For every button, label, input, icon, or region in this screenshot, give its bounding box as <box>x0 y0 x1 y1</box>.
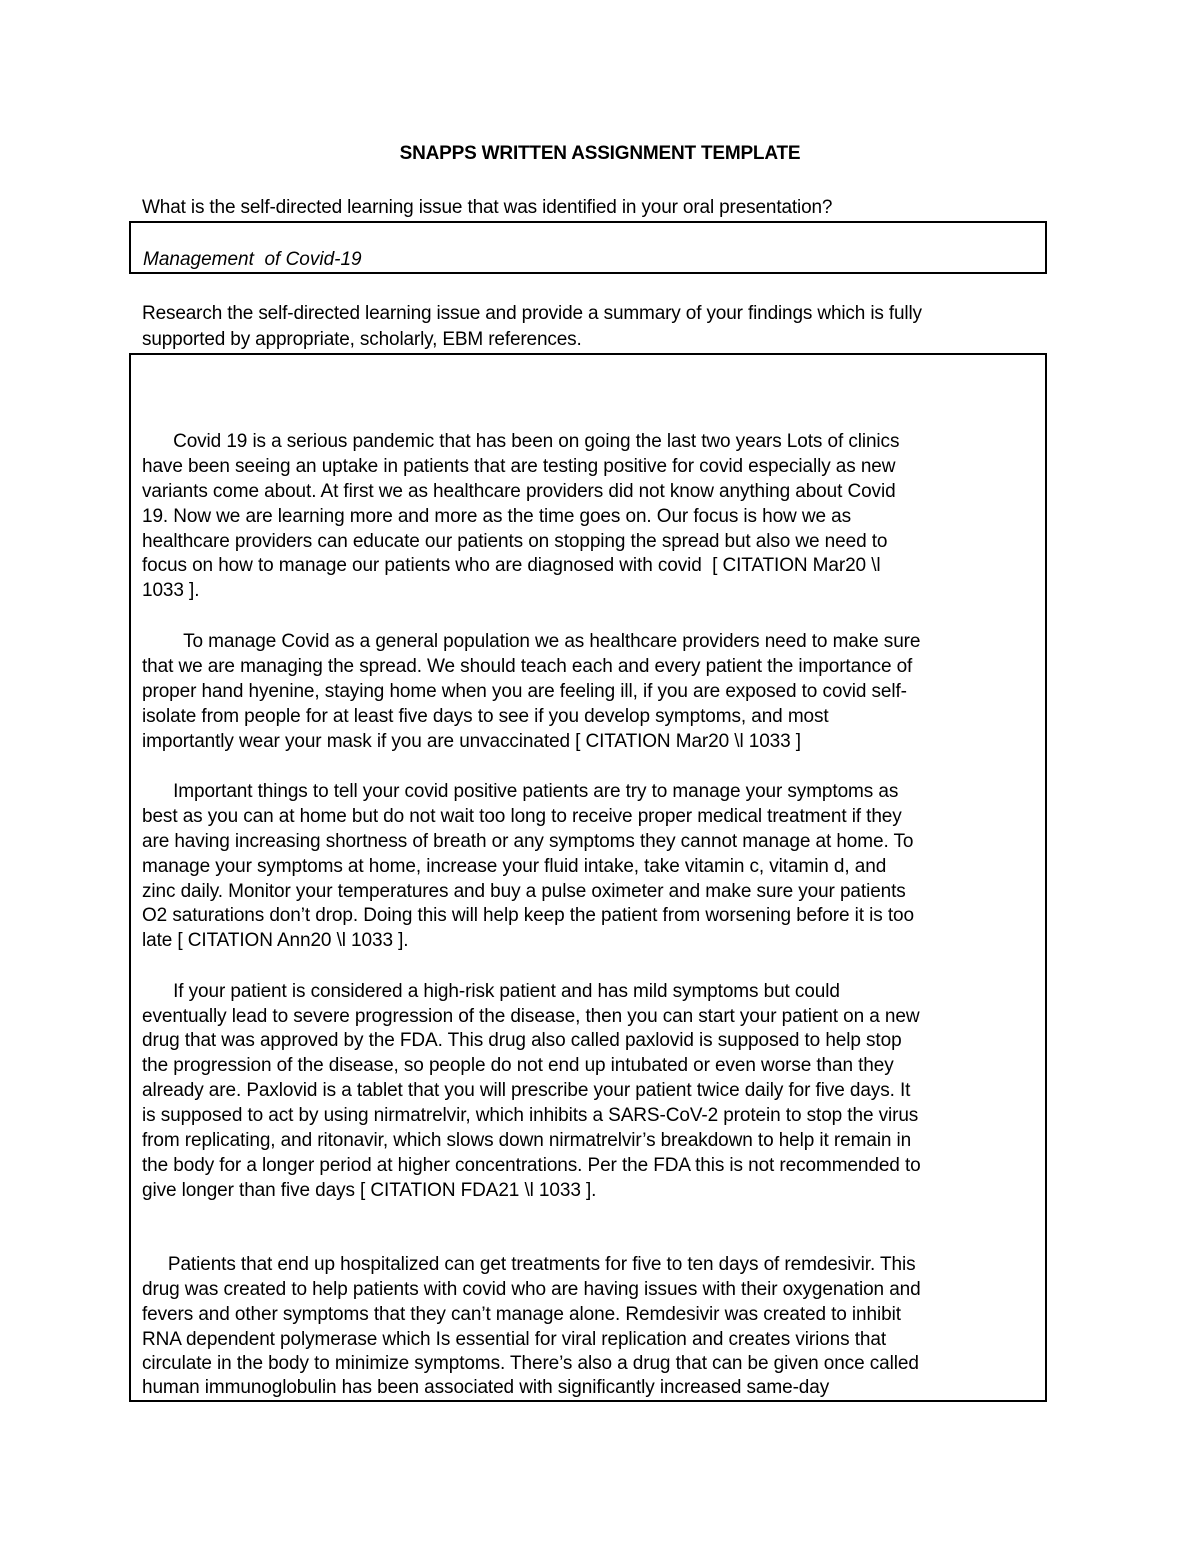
research-prompt-line: supported by appropriate, scholarly, EBM references. <box>142 329 582 350</box>
summary-line: circulate in the body to minimize symptoms. There’s also a drug that can be given once called <box>142 1353 919 1374</box>
summary-line: have been seeing an uptake in patients that are testing positive for covid especially as new <box>142 456 896 477</box>
learning-issue-answer-box <box>129 221 1047 274</box>
summary-line: focus on how to manage our patients who are diagnosed with covid [ CITATION Mar20 \l <box>142 555 881 576</box>
summary-line: 1033 ]. <box>142 580 200 601</box>
summary-line: is supposed to act by using nirmatrelvir, which inhibits a SARS-CoV-2 protein to stop the virus <box>142 1105 919 1126</box>
summary-line: RNA dependent polymerase which Is essential for viral replication and creates virions that <box>142 1329 886 1350</box>
summary-line: the body for a longer period at higher concentrations. Per the FDA this is not recommended to <box>142 1155 921 1176</box>
research-prompt <box>142 301 1052 353</box>
summary-line: drug that was approved by the FDA. This drug also called paxlovid is supposed to help stop <box>142 1030 902 1051</box>
summary-line: drug was created to help patients with covid who are having issues with their oxygenation and <box>142 1279 921 1300</box>
summary-line: zinc daily. Monitor your temperatures and buy a pulse oximeter and make sure your patients <box>142 881 906 902</box>
research-prompt-line: Research the self-directed learning issue and provide a summary of your findings which is fully <box>142 303 922 324</box>
page-title: SNAPPS WRITTEN ASSIGNMENT TEMPLATE <box>399 143 801 164</box>
summary-line: fevers and other symptoms that they can’t manage alone. Remdesivir was created to inhibit <box>142 1304 901 1325</box>
summary-line: importantly wear your mask if you are unvaccinated [ CITATION Mar20 \l 1033 ] <box>142 731 801 752</box>
summary-line: are having increasing shortness of breath or any symptoms they cannot manage at home. To <box>142 831 914 852</box>
summary-line: manage your symptoms at home, increase your fluid intake, take vitamin c, vitamin d, and <box>142 856 887 877</box>
summary-line: 19. Now we are learning more and more as the time goes on. Our focus is how we as <box>142 506 851 527</box>
summary-line: isolate from people for at least five days to see if you develop symptoms, and most <box>142 706 829 727</box>
summary-line: To manage Covid as a general population we as healthcare providers need to make sure <box>142 631 921 652</box>
summary-line: already are. Paxlovid is a tablet that you will prescribe your patient twice daily for five days. It <box>142 1080 911 1101</box>
learning-issue-question: What is the self-directed learning issue that was identified in your oral presentation? <box>142 197 833 218</box>
summary-line: that we are managing the spread. We should teach each and every patient the importance of <box>142 656 913 677</box>
summary-line: best as you can at home but do not wait too long to receive proper medical treatment if they <box>142 806 902 827</box>
learning-issue-answer: Management of Covid-19 <box>143 249 362 270</box>
summary-line: healthcare providers can educate our patients on stopping the spread but also we need to <box>142 531 888 552</box>
summary-line: from replicating, and ritonavir, which slows down nirmatrelvir’s breakdown to help it remain in <box>142 1130 912 1151</box>
summary-line: O2 saturations don’t drop. Doing this will help keep the patient from worsening before it is too <box>142 905 914 926</box>
summary-line: If your patient is considered a high-risk patient and has mild symptoms but could <box>142 981 840 1002</box>
summary-line: give longer than five days [ CITATION FDA21 \l 1033 ]. <box>142 1180 597 1201</box>
summary-line: proper hand hyenine, staying home when you are feeling ill, if you are exposed to covid self- <box>142 681 907 702</box>
summary-line: variants come about. At first we as healthcare providers did not know anything about Covid <box>142 481 896 502</box>
summary-line: human immunoglobulin has been associated with significantly increased same-day <box>142 1377 830 1398</box>
summary-line: eventually lead to severe progression of the disease, then you can start your patient on a new <box>142 1006 920 1027</box>
summary-line: late [ CITATION Ann20 \l 1033 ]. <box>142 930 409 951</box>
summary-line: the progression of the disease, so people do not end up intubated or even worse than they <box>142 1055 894 1076</box>
summary-line: Covid 19 is a serious pandemic that has been on going the last two years Lots of clinics <box>142 431 900 452</box>
summary-box <box>129 353 1047 1402</box>
summary-line: Important things to tell your covid positive patients are try to manage your symptoms as <box>142 781 899 802</box>
summary-line: Patients that end up hospitalized can get treatments for five to ten days of remdesivir. This <box>142 1254 916 1275</box>
